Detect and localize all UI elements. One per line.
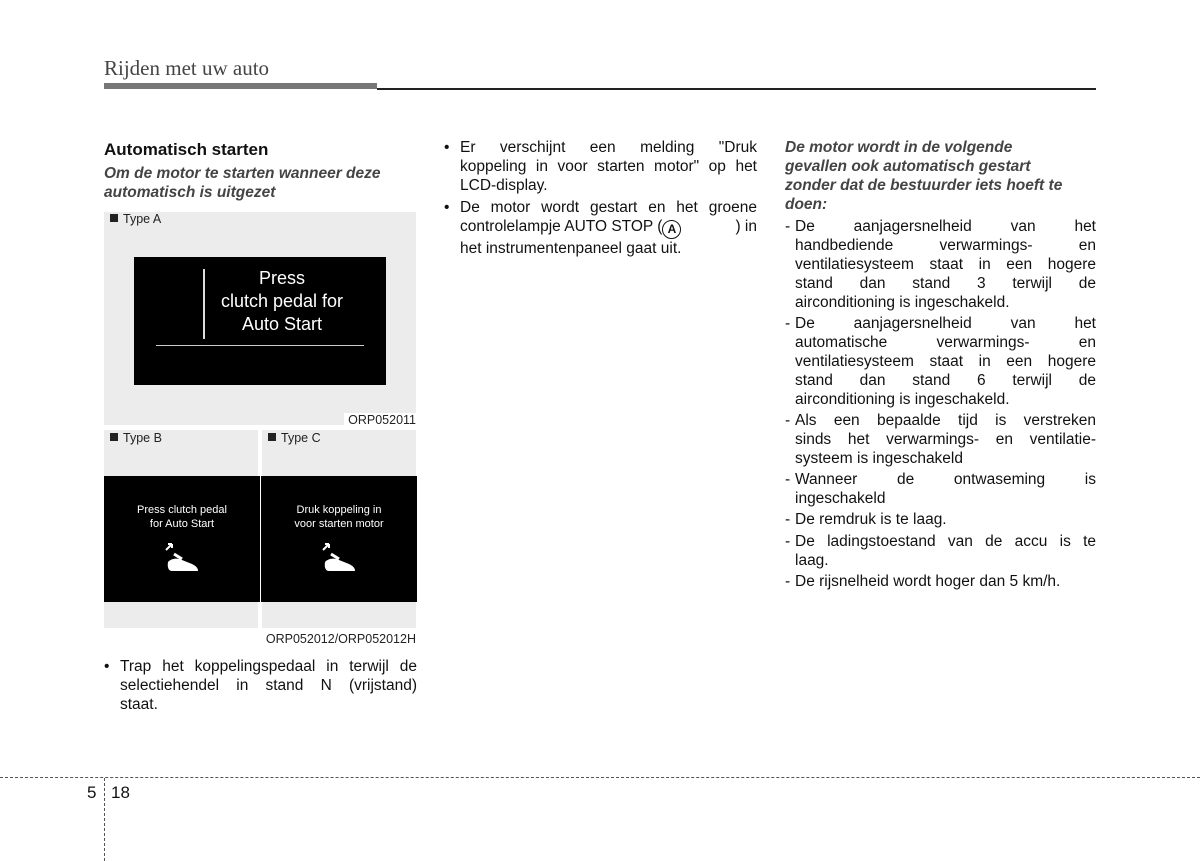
bullet-icon: • [444, 139, 450, 156]
bullet-icon: • [104, 658, 110, 675]
condition-item: - De aanjagersnelheid van het automatische verwarmings- en ventilatiesysteem staat in een hogere stand dan stand 6 terwijl de airconditioning is ingeschakeld. [785, 315, 1096, 408]
condition-item: - De remdruk is te laag. [785, 511, 947, 528]
list-item: • Trap het koppelingspedaal in terwijl de selectiehendel in stand N (vrijstand) staat. [104, 658, 417, 713]
figure-code-a: ORP052011 [344, 413, 416, 427]
header-rule-thin [377, 88, 1096, 90]
figure-type-c-label: Type C [268, 431, 321, 445]
condition-item: - De aanjagersnelheid van het handbediende verwarmings- en ventilatiesysteem staat in een hogere stand dan stand 3 terwijl de airconditioning is ingeschakeld. [785, 218, 1096, 311]
chapter-title: Rijden met uw auto [104, 56, 270, 80]
condition-item: - De ladingstoestand van de accu is te laag. [785, 533, 1096, 569]
footer-vertical-rule [104, 778, 105, 861]
conditions-heading: De motor wordt in de volgende gevallen ook automatisch gestart zonder dat de bestuurder iets hoeft te doen: [785, 139, 1063, 213]
lcd-screen-type-c [261, 476, 417, 602]
lcd-message-type-c: Druk koppeling in voor starten motor [294, 504, 384, 530]
header-rule-thick [104, 83, 377, 89]
condition-item: - Wanneer de ontwaseming is ingeschakeld [785, 471, 1096, 507]
square-bullet-icon [268, 433, 276, 441]
section-heading: Automatisch starten [104, 140, 269, 159]
figure-code-bc: ORP052012/ORP052012H [262, 632, 416, 646]
square-bullet-icon [110, 214, 118, 222]
screen-divider [203, 269, 205, 339]
foot-on-pedal-icon [162, 540, 204, 578]
figure-type-a-label: Type A [110, 212, 161, 226]
chapter-number: 5 [87, 783, 97, 802]
list-item: • De motor wordt gestart en het groene controlelampje AUTO STOP ( A ) in het instrumentenpaneel gaat uit. [444, 199, 757, 257]
foot-on-pedal-icon [319, 540, 361, 578]
figure-type-b-label: Type B [110, 431, 162, 445]
section-subheading: Om de motor te starten wanneer deze automatisch is uitgezet [104, 165, 381, 201]
auto-stop-icon: A [662, 220, 681, 239]
list-item: • Er verschijnt een melding "Druk koppeling in voor starten motor" op het LCD-display. [444, 139, 757, 194]
condition-item: - De rijsnelheid wordt hoger dan 5 km/h. [785, 573, 1061, 590]
screen-underline [156, 345, 364, 346]
square-bullet-icon [110, 433, 118, 441]
page-number: 18 [111, 783, 130, 802]
footer-rule [0, 777, 1200, 778]
lcd-message-type-b: Press clutch pedal for Auto Start [137, 504, 227, 530]
bullet-icon: • [444, 199, 450, 216]
condition-item: - Als een bepaalde tijd is verstreken sinds het verwarmings- en ventilatie- systeem is ingeschakeld [785, 412, 1096, 467]
lcd-message-type-a: Press clutch pedal for Auto Start [220, 268, 344, 334]
lcd-screen-type-a [134, 257, 386, 385]
lcd-screen-type-b [104, 476, 260, 602]
